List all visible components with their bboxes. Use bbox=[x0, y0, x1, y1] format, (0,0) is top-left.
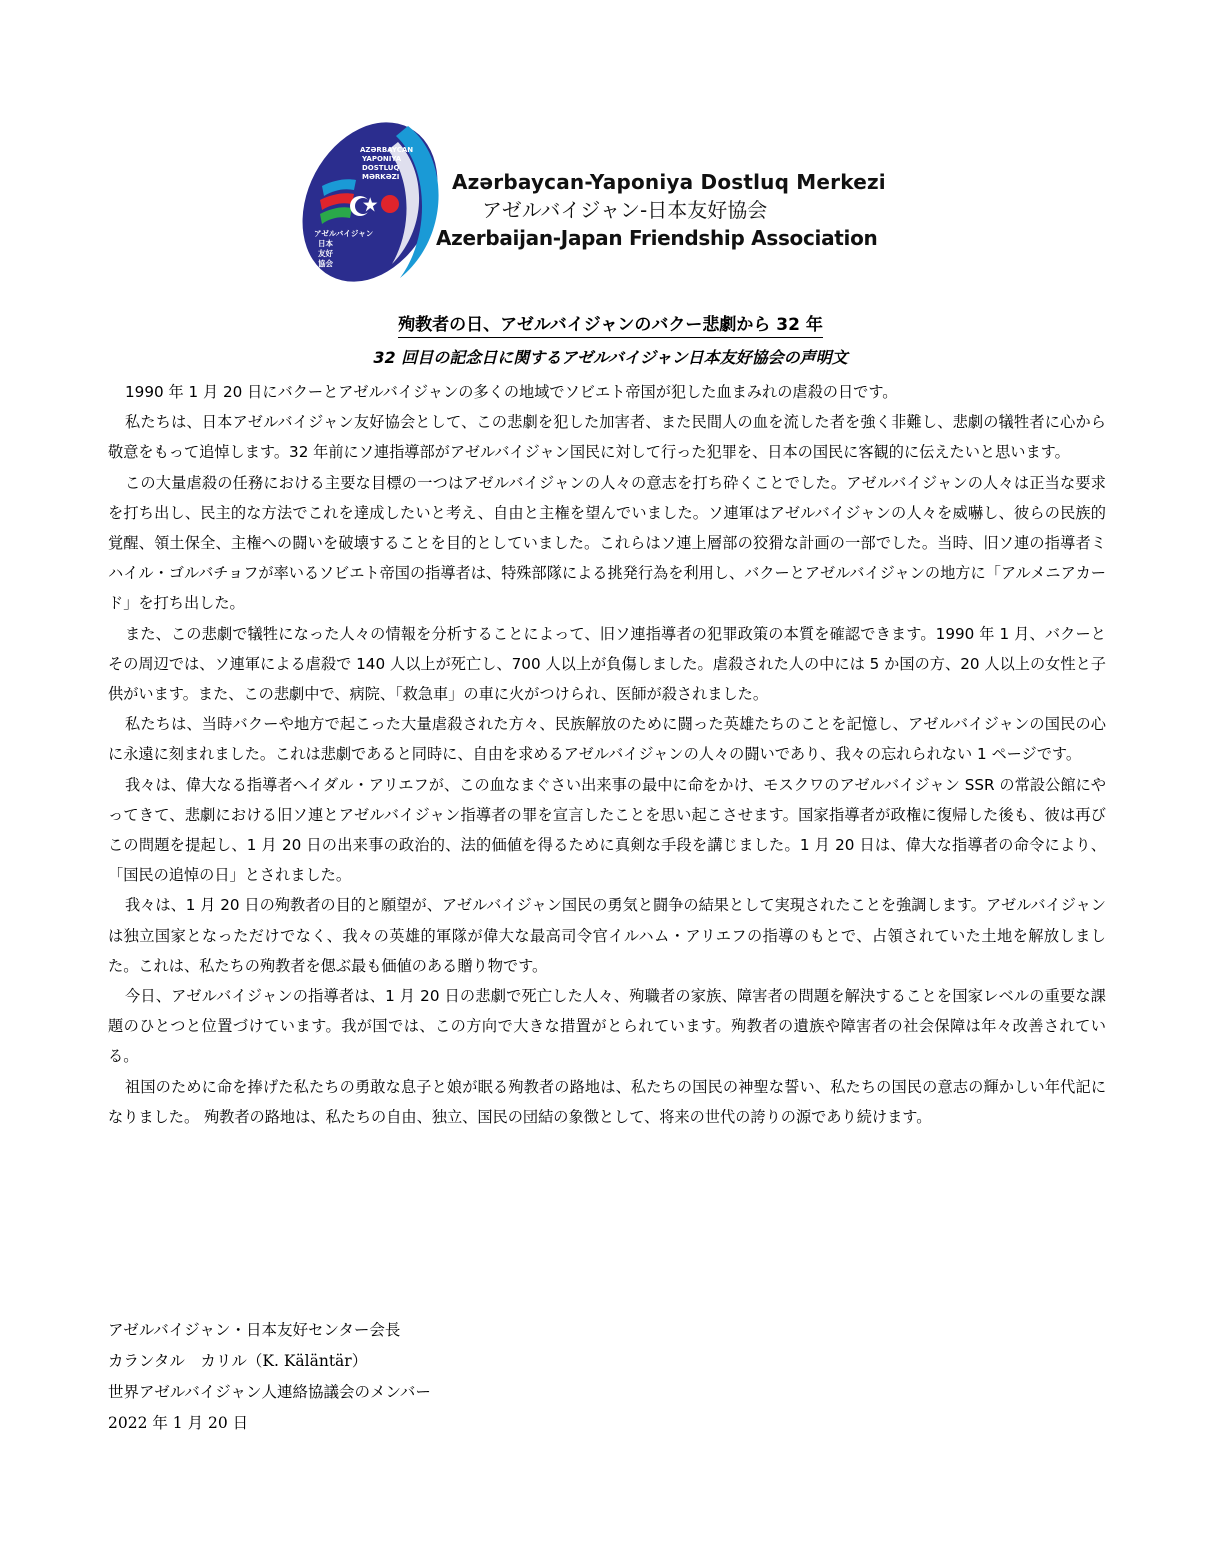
paragraph: この大量虐殺の任務における主要な目標の一つはアゼルバイジャンの人々の意志を打ち砕くことでした。アゼルバイジャンの人々は正当な要求を打ち出し、民主的な方法でこれを達成したいと考え、自由と主権を望んでいました。ソ連軍はアゼルバイジャンの人々を威嚇し、彼らの民族的覚醒、領土保全、主権への闘いを破壊することを目的としていました。これらはソ連上層部の狡猾な計画の一部でした。当時、旧ソ連の指導者ミハイル・ゴルバチョフが率いるソビエト帝国の指導者は、特殊部隊による挑発行為を利用し、バクーとアゼルバイジャンの地方に「アルメニアカード」を打ち出した。 bbox=[108, 473, 1106, 613]
org-name-japanese: アゼルバイジャン-日本友好協会 bbox=[482, 198, 768, 222]
organization-logo bbox=[300, 118, 886, 288]
org-name-english: Azerbaijan-Japan Friendship Association bbox=[436, 226, 878, 250]
emblem-line-1: AZƏRBAYCAN bbox=[360, 146, 414, 154]
statement-body bbox=[108, 377, 1106, 1132]
signatory-role: アゼルバイジャン・日本友好センター会長 bbox=[108, 1321, 401, 1339]
document-subtitle: 32 回目の記念日に関するアゼルバイジャン日本友好協会の声明文 bbox=[373, 348, 848, 367]
paragraph: 我々は、偉大なる指導者ヘイダル・アリエフが、この血なまぐさい出来事の最中に命をかけ、モスクワのアゼルバイジャン SSR の常設公館にやってきて、悲劇における旧ソ連とアゼルバイジャン指導者の罪を宣言したことを思い起こさせます。国家指導者が政権に復帰した後も、彼は再びこの問題を提起し、1 月 20 日の出来事の政治的、法的価値を得るために真剣な手段を講じました。1 月 20 日は、偉大な指導者の命令により、「国民の追悼の日」とされました。 bbox=[108, 775, 1106, 885]
emblem-line-2: YAPONIYA bbox=[362, 155, 402, 163]
signatory-name: カランタル カリル（K. Käläntär） bbox=[108, 1352, 368, 1370]
emblem-line-6: 日本 bbox=[318, 239, 333, 248]
paragraph: 私たちは、日本アゼルバイジャン友好協会として、この悲劇を犯した加害者、また民間人の血を流した者を強く非難し、悲劇の犠牲者に心から敬意をもって追悼します。32 年前にソ連指導部がアゼルバイジャン国民に対して行った犯罪を、日本の国民に客観的に伝えたいと思います。 bbox=[108, 413, 1106, 462]
association-emblem-icon bbox=[300, 118, 445, 286]
emblem-line-3: DOSTLUQ bbox=[362, 164, 400, 172]
org-name-azerbaijani: Azərbaycan-Yaponiya Dostluq Merkezi bbox=[452, 170, 886, 194]
organization-name bbox=[436, 168, 886, 252]
signature-block bbox=[108, 1315, 808, 1439]
paragraph: 私たちは、当時バクーや地方で起こった大量虐殺された方々、民族解放のために闘った英雄たちのことを記憶し、アゼルバイジャンの国民の心に永遠に刻まれました。これは悲劇であると同時に、自由を求めるアゼルバイジャンの人々の闘いであり、我々の忘れられない 1 ページです。 bbox=[108, 715, 1106, 764]
emblem-line-4: MƏRKƏZI bbox=[362, 173, 400, 181]
statement-date: 2022 年 1 月 20 日 bbox=[108, 1414, 249, 1432]
paragraph: また、この悲劇で犠牲になった人々の情報を分析することによって、旧ソ連指導者の犯罪政策の本質を確認できます。1990 年 1 月、バクーとその周辺では、ソ連軍による虐殺で 140 人以上が死亡し、700 人以上が負傷しました。虐殺された人の中には 5 か国の方、20 人以上の女性と子供がいます。また、この悲劇中で、病院、「救急車」の車に火がつけられ、医師が殺されました。 bbox=[108, 624, 1106, 704]
paragraph: 今日、アゼルバイジャンの指導者は、1 月 20 日の悲劇で死亡した人々、殉職者の家族、障害者の問題を解決することを国家レベルの重要な課題のひとつと位置づけています。我が国では、この方向で大きな措置がとられています。殉教者の遺族や障害者の社会保障は年々改善されている。 bbox=[108, 987, 1106, 1066]
signatory-membership: 世界アゼルバイジャン人連絡協議会のメンバー bbox=[108, 1383, 431, 1401]
paragraph: 祖国のために命を捧げた私たちの勇敢な息子と娘が眠る殉教者の路地は、私たちの国民の神聖な誓い、私たちの国民の意志の輝かしい年代記になりました。 殉教者の路地は、私たちの自由、独立、国民の団結の象徴として、将来の世代の誇りの源であり続けます。 bbox=[108, 1077, 1107, 1126]
document-title: 殉教者の日、アゼルバイジャンのバクー悲劇から 32 年 bbox=[0, 310, 1221, 335]
emblem-line-8: 協会 bbox=[318, 259, 333, 268]
paragraph: 我々は、1 月 20 日の殉教者の目的と願望が、アゼルバイジャン国民の勇気と闘争の結果として実現されたことを強調します。アゼルバイジャンは独立国家となっただけでなく、我々の英雄的軍隊が偉大な最高司令官イルハム・アリエフの指導のもとで、占領されていた土地を解放しました。これは、私たちの殉教者を偲ぶ最も価値のある贈り物です。 bbox=[108, 896, 1106, 975]
emblem-line-5: アゼルバイジャン bbox=[314, 229, 374, 238]
emblem-line-7: 友好 bbox=[318, 249, 333, 258]
paragraph: 1990 年 1 月 20 日にバクーとアゼルバイジャンの多くの地域でソビエト帝国が犯した血まみれの虐殺の日です。 bbox=[125, 383, 898, 401]
